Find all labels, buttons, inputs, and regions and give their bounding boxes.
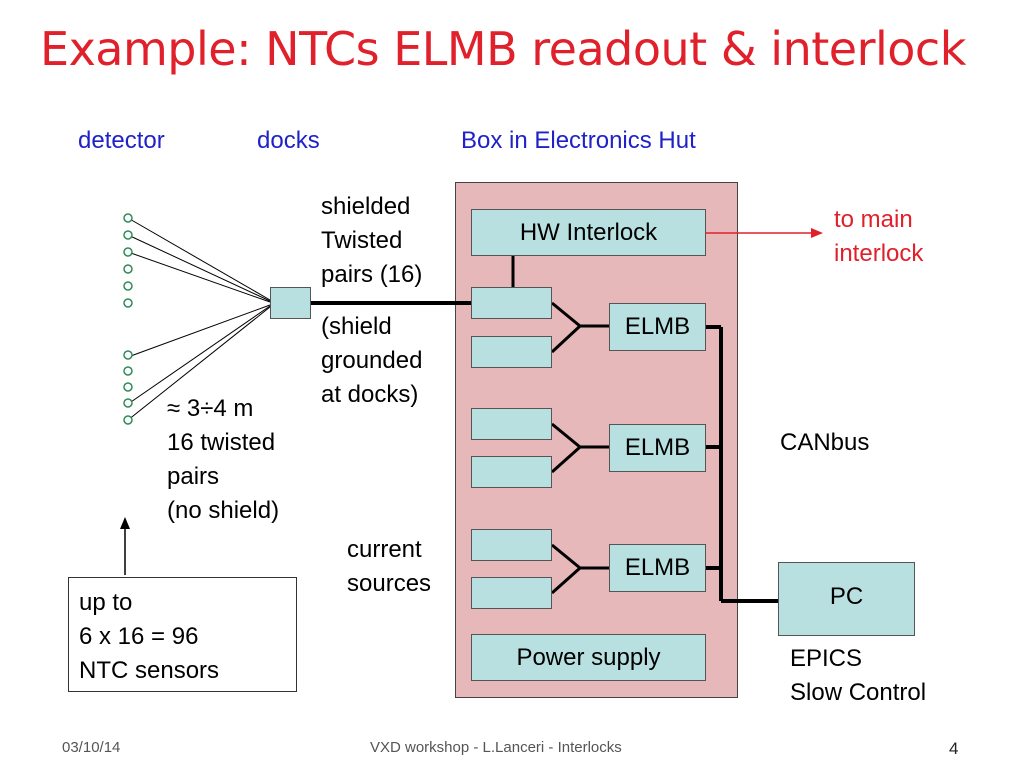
epics-label: EPICS Slow Control (790, 645, 927, 706)
elmb-box: ELMB (609, 424, 706, 472)
hw-interlock-box: HW Interlock (471, 209, 706, 256)
current-source-box (471, 529, 552, 561)
slide-title: Example: NTCs ELMB readout & interlock (40, 22, 966, 76)
sensor-wires (128, 218, 270, 420)
elmb-box: ELMB (609, 544, 706, 592)
header-docks: docks (257, 127, 320, 154)
main-interlock-label: to main interlock (834, 206, 924, 267)
ntc-sensors-box: up to 6 x 16 = 96 NTC sensors (68, 577, 297, 692)
current-source-box (471, 336, 552, 368)
current-sources-label: current sources (347, 536, 432, 597)
page-number: 4 (949, 739, 959, 758)
docks-box (270, 287, 311, 319)
shield-grounded-label: (shield grounded at docks) (321, 313, 423, 408)
pc-box: PC (778, 562, 915, 636)
header-hut: Box in Electronics Hut (461, 127, 696, 154)
current-source-box (471, 456, 552, 488)
canbus-line (706, 327, 778, 601)
cable-length-label: ≈ 3÷4 m 16 twisted pairs (no shield) (167, 395, 280, 524)
footer-date: 03/10/14 (62, 739, 121, 756)
power-supply-box: Power supply (471, 634, 706, 681)
sensor-dots (124, 214, 132, 424)
footer-center: VXD workshop - L.Lanceri - Interlocks (370, 739, 622, 756)
current-source-box (471, 577, 552, 609)
current-source-box (471, 287, 552, 319)
elmb-box: ELMB (609, 303, 706, 351)
shielded-label: shielded Twisted pairs (16) (321, 193, 423, 288)
canbus-label: CANbus (780, 429, 870, 456)
header-detector: detector (78, 127, 165, 154)
current-source-box (471, 408, 552, 440)
